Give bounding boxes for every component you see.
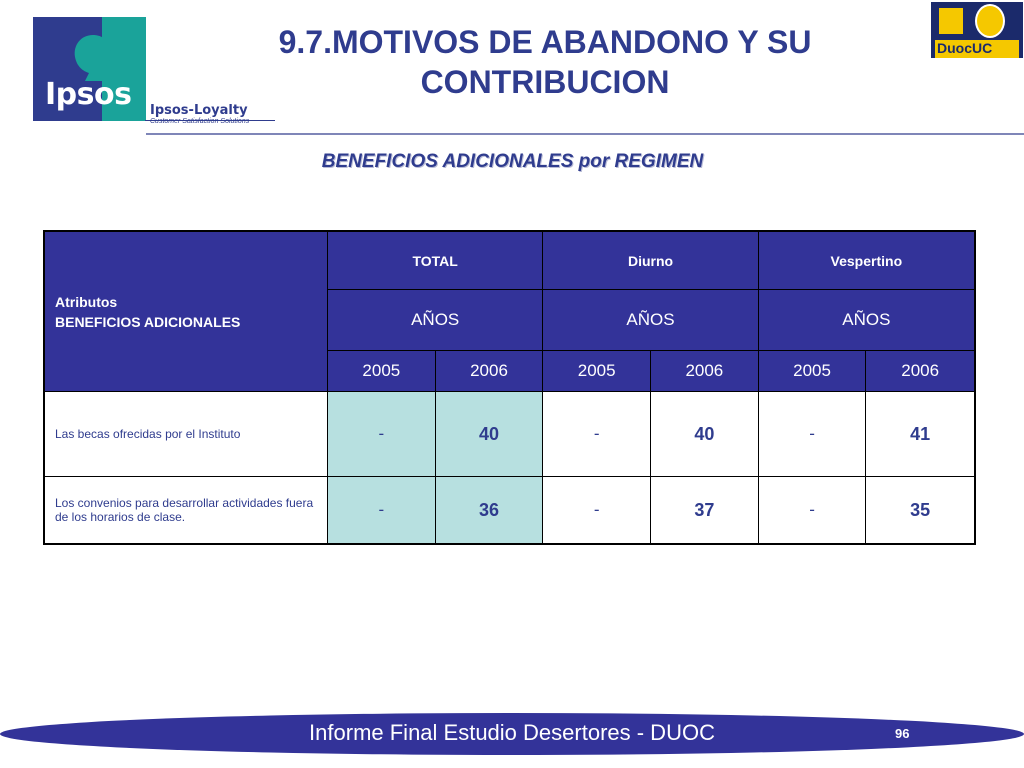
table-cell: - xyxy=(328,392,436,477)
table-cell: - xyxy=(758,477,866,545)
page-number: 96 xyxy=(895,726,910,741)
footer-text: Informe Final Estudio Desertores - DUOC xyxy=(309,720,715,745)
table-row xyxy=(44,392,975,477)
table-cell: - xyxy=(328,477,436,545)
year-header: 2005 xyxy=(758,351,866,392)
table-cell: - xyxy=(543,477,651,545)
attributes-label: Atributos xyxy=(55,293,118,310)
year-header: 2006 xyxy=(435,351,543,392)
year-header: 2006 xyxy=(651,351,759,392)
duoc-wordmark: DuocUC xyxy=(937,40,993,56)
table-row xyxy=(44,477,975,545)
duoc-crest-icon xyxy=(975,4,1005,38)
group-total-header: TOTAL xyxy=(328,231,543,290)
table-cell: 40 xyxy=(435,392,543,477)
anos-header-total: AÑOS xyxy=(328,290,543,351)
table-cell: 37 xyxy=(651,477,759,545)
year-header: 2005 xyxy=(543,351,651,392)
ipsos-wordmark: Ipsos xyxy=(45,77,132,112)
table-header-groups xyxy=(44,231,975,290)
benefits-table xyxy=(43,230,976,545)
ipsos-loyalty-label: Ipsos-Loyalty xyxy=(150,103,248,118)
page-title: 9.7.MOTIVOS DE ABANDONO Y SU CONTRIBUCION xyxy=(278,24,812,100)
table-cell: - xyxy=(758,392,866,477)
table-cell: 36 xyxy=(435,477,543,545)
anos-header-vespertino: AÑOS xyxy=(758,290,975,351)
year-header: 2006 xyxy=(866,351,975,392)
table-cell: 40 xyxy=(651,392,759,477)
table-subtitle: BENEFICIOS ADICIONALES por REGIMEN xyxy=(321,151,704,172)
group-vespertino-header: Vespertino xyxy=(758,231,975,290)
row-label: Los convenios para desarrollar actividades fuera de los horarios de clase. xyxy=(44,477,328,545)
table-cell: - xyxy=(543,392,651,477)
attributes-header xyxy=(44,231,328,392)
anos-header-diurno: AÑOS xyxy=(543,290,758,351)
row-label: Las becas ofrecidas por el Instituto xyxy=(44,392,328,477)
duoc-bar xyxy=(939,8,963,34)
attributes-category: BENEFICIOS ADICIONALES xyxy=(55,313,241,330)
header-divider xyxy=(146,133,1024,135)
table-cell: 35 xyxy=(866,477,975,545)
year-header: 2005 xyxy=(328,351,436,392)
ipsos-loyalty-sub: Customer Satisfaction Solutions xyxy=(150,118,250,125)
ipsos-logo xyxy=(33,17,146,121)
table-cell: 41 xyxy=(866,392,975,477)
duoc-logo xyxy=(931,2,1023,58)
group-diurno-header: Diurno xyxy=(543,231,758,290)
